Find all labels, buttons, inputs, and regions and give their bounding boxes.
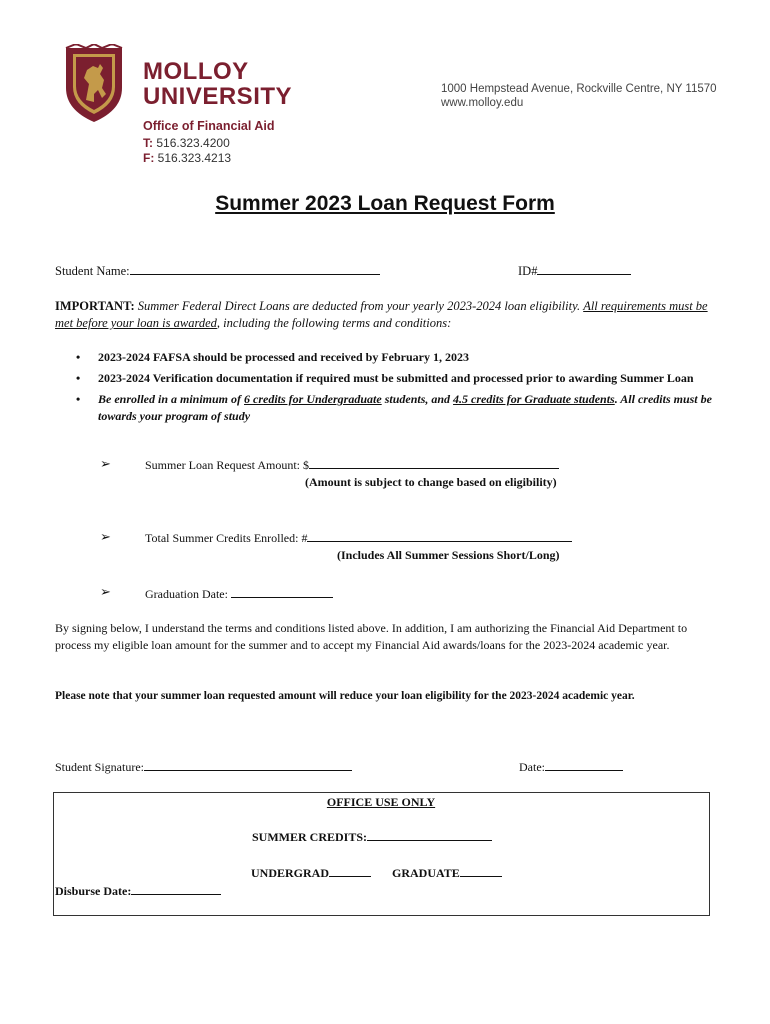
graduation-date-label: Graduation Date:: [145, 587, 228, 601]
disburse-date-field[interactable]: [55, 882, 221, 900]
loan-amount-note: (Amount is subject to change based on eligibility): [305, 475, 557, 489]
loan-amount-label: Summer Loan Request Amount: $: [145, 458, 309, 472]
enroll-text-a: Be enrolled in a minimum of: [98, 392, 245, 406]
important-paragraph: [55, 298, 720, 332]
signature-field[interactable]: [55, 758, 352, 776]
student-id-label: ID#: [518, 264, 538, 278]
disburse-date-blank[interactable]: [131, 882, 221, 895]
important-terms: , including the following terms and conditions:: [216, 316, 452, 330]
signature-date-blank[interactable]: [545, 758, 623, 771]
arrow-bullet-icon: ➢: [100, 584, 111, 599]
fax-number: 516.323.4213: [157, 151, 232, 165]
loan-amount-blank[interactable]: [309, 456, 559, 469]
bullet-icon: •: [76, 371, 81, 385]
phone-number: 516.323.4200: [156, 136, 230, 150]
signature-label: Student Signature:: [55, 760, 144, 774]
brand-name-line2: UNIVERSITY: [143, 83, 293, 110]
undergrad-label: UNDERGRAD: [251, 866, 329, 880]
arrow-bullet-icon: ➢: [100, 456, 111, 471]
student-name-label: Student Name:: [55, 264, 130, 278]
disburse-date-label: Disburse Date:: [55, 884, 132, 898]
loan-amount-field[interactable]: [145, 456, 559, 474]
requirement-text: 2023-2024 Verification documentation if required must be submitted and processed prior to awarding Summer Loan: [98, 371, 694, 385]
graduate-blank[interactable]: [460, 864, 502, 877]
requirement-text: [98, 392, 712, 423]
enroll-text-e: . All credits must be towards your program of study: [98, 392, 712, 423]
requirement-text: 2023-2024 FAFSA should be processed and received by February 1, 2023: [98, 350, 470, 364]
enroll-text-c: students, and: [381, 392, 454, 406]
form-title: Summer 2023 Loan Request Form: [215, 192, 555, 215]
phone-line: [143, 136, 230, 150]
eligibility-note: Please note that your summer loan requested amount will reduce your loan eligibility for the 2023-2024 academic year.: [55, 690, 635, 702]
bullet-icon: •: [76, 392, 81, 406]
credits-field[interactable]: [145, 529, 572, 547]
fax-label: F:: [143, 151, 155, 165]
undergrad-field[interactable]: [251, 864, 371, 882]
important-requirements: All requirements must be met before your loan is awarded: [55, 299, 708, 330]
graduate-label: GRADUATE: [392, 866, 460, 880]
requirements-list: [76, 349, 726, 429]
summer-credits-blank[interactable]: [367, 828, 492, 841]
graduation-date-blank[interactable]: [231, 585, 333, 598]
phone-label: T:: [143, 136, 153, 150]
credits-note: (Includes All Summer Sessions Short/Long): [337, 548, 560, 562]
credits-blank[interactable]: [307, 529, 572, 542]
important-text: Summer Federal Direct Loans are deducted from your yearly 2023-2024 loan eligibility.: [137, 299, 581, 313]
student-name-blank[interactable]: [130, 262, 380, 275]
authorization-paragraph: By signing below, I understand the terms and conditions listed above. In addition, I am authorizing the Financial Aid Department to process my eligible loan amount for the summer and to accept my Financial Aid awards/loans for the 2023-2024 academic year.: [55, 621, 688, 652]
molloy-crest-logo: [62, 44, 126, 124]
summer-credits-field[interactable]: [252, 828, 492, 846]
fax-line: [143, 151, 231, 165]
summer-credits-label: SUMMER CREDITS:: [252, 830, 368, 844]
student-name-field[interactable]: [55, 262, 380, 280]
undergrad-credits: 6 credits for Undergraduate: [244, 392, 382, 406]
undergrad-blank[interactable]: [329, 864, 371, 877]
office-name: Office of Financial Aid: [143, 119, 275, 133]
signature-date-field[interactable]: [519, 758, 623, 776]
signature-date-label: Date:: [519, 760, 545, 774]
important-label: IMPORTANT:: [55, 299, 135, 313]
student-id-blank[interactable]: [537, 262, 631, 275]
requirement-fafsa: [76, 349, 726, 366]
office-use-heading: OFFICE USE ONLY: [326, 795, 436, 809]
graduate-credits: 4.5 credits for Graduate students: [453, 392, 615, 406]
signature-blank[interactable]: [144, 758, 352, 771]
bullet-icon: •: [76, 350, 81, 364]
student-id-field[interactable]: [518, 262, 631, 280]
arrow-bullet-icon: ➢: [100, 529, 111, 544]
credits-label: Total Summer Credits Enrolled: #: [145, 531, 308, 545]
requirement-verification: [76, 370, 726, 387]
graduate-field[interactable]: [392, 864, 502, 882]
brand-name-line1: MOLLOY: [143, 58, 249, 85]
requirement-enrollment: [76, 391, 726, 425]
university-website: www.molloy.edu: [441, 97, 524, 109]
graduation-date-field[interactable]: [145, 585, 333, 603]
university-address: 1000 Hempstead Avenue, Rockville Centre, NY 11570: [441, 83, 717, 95]
